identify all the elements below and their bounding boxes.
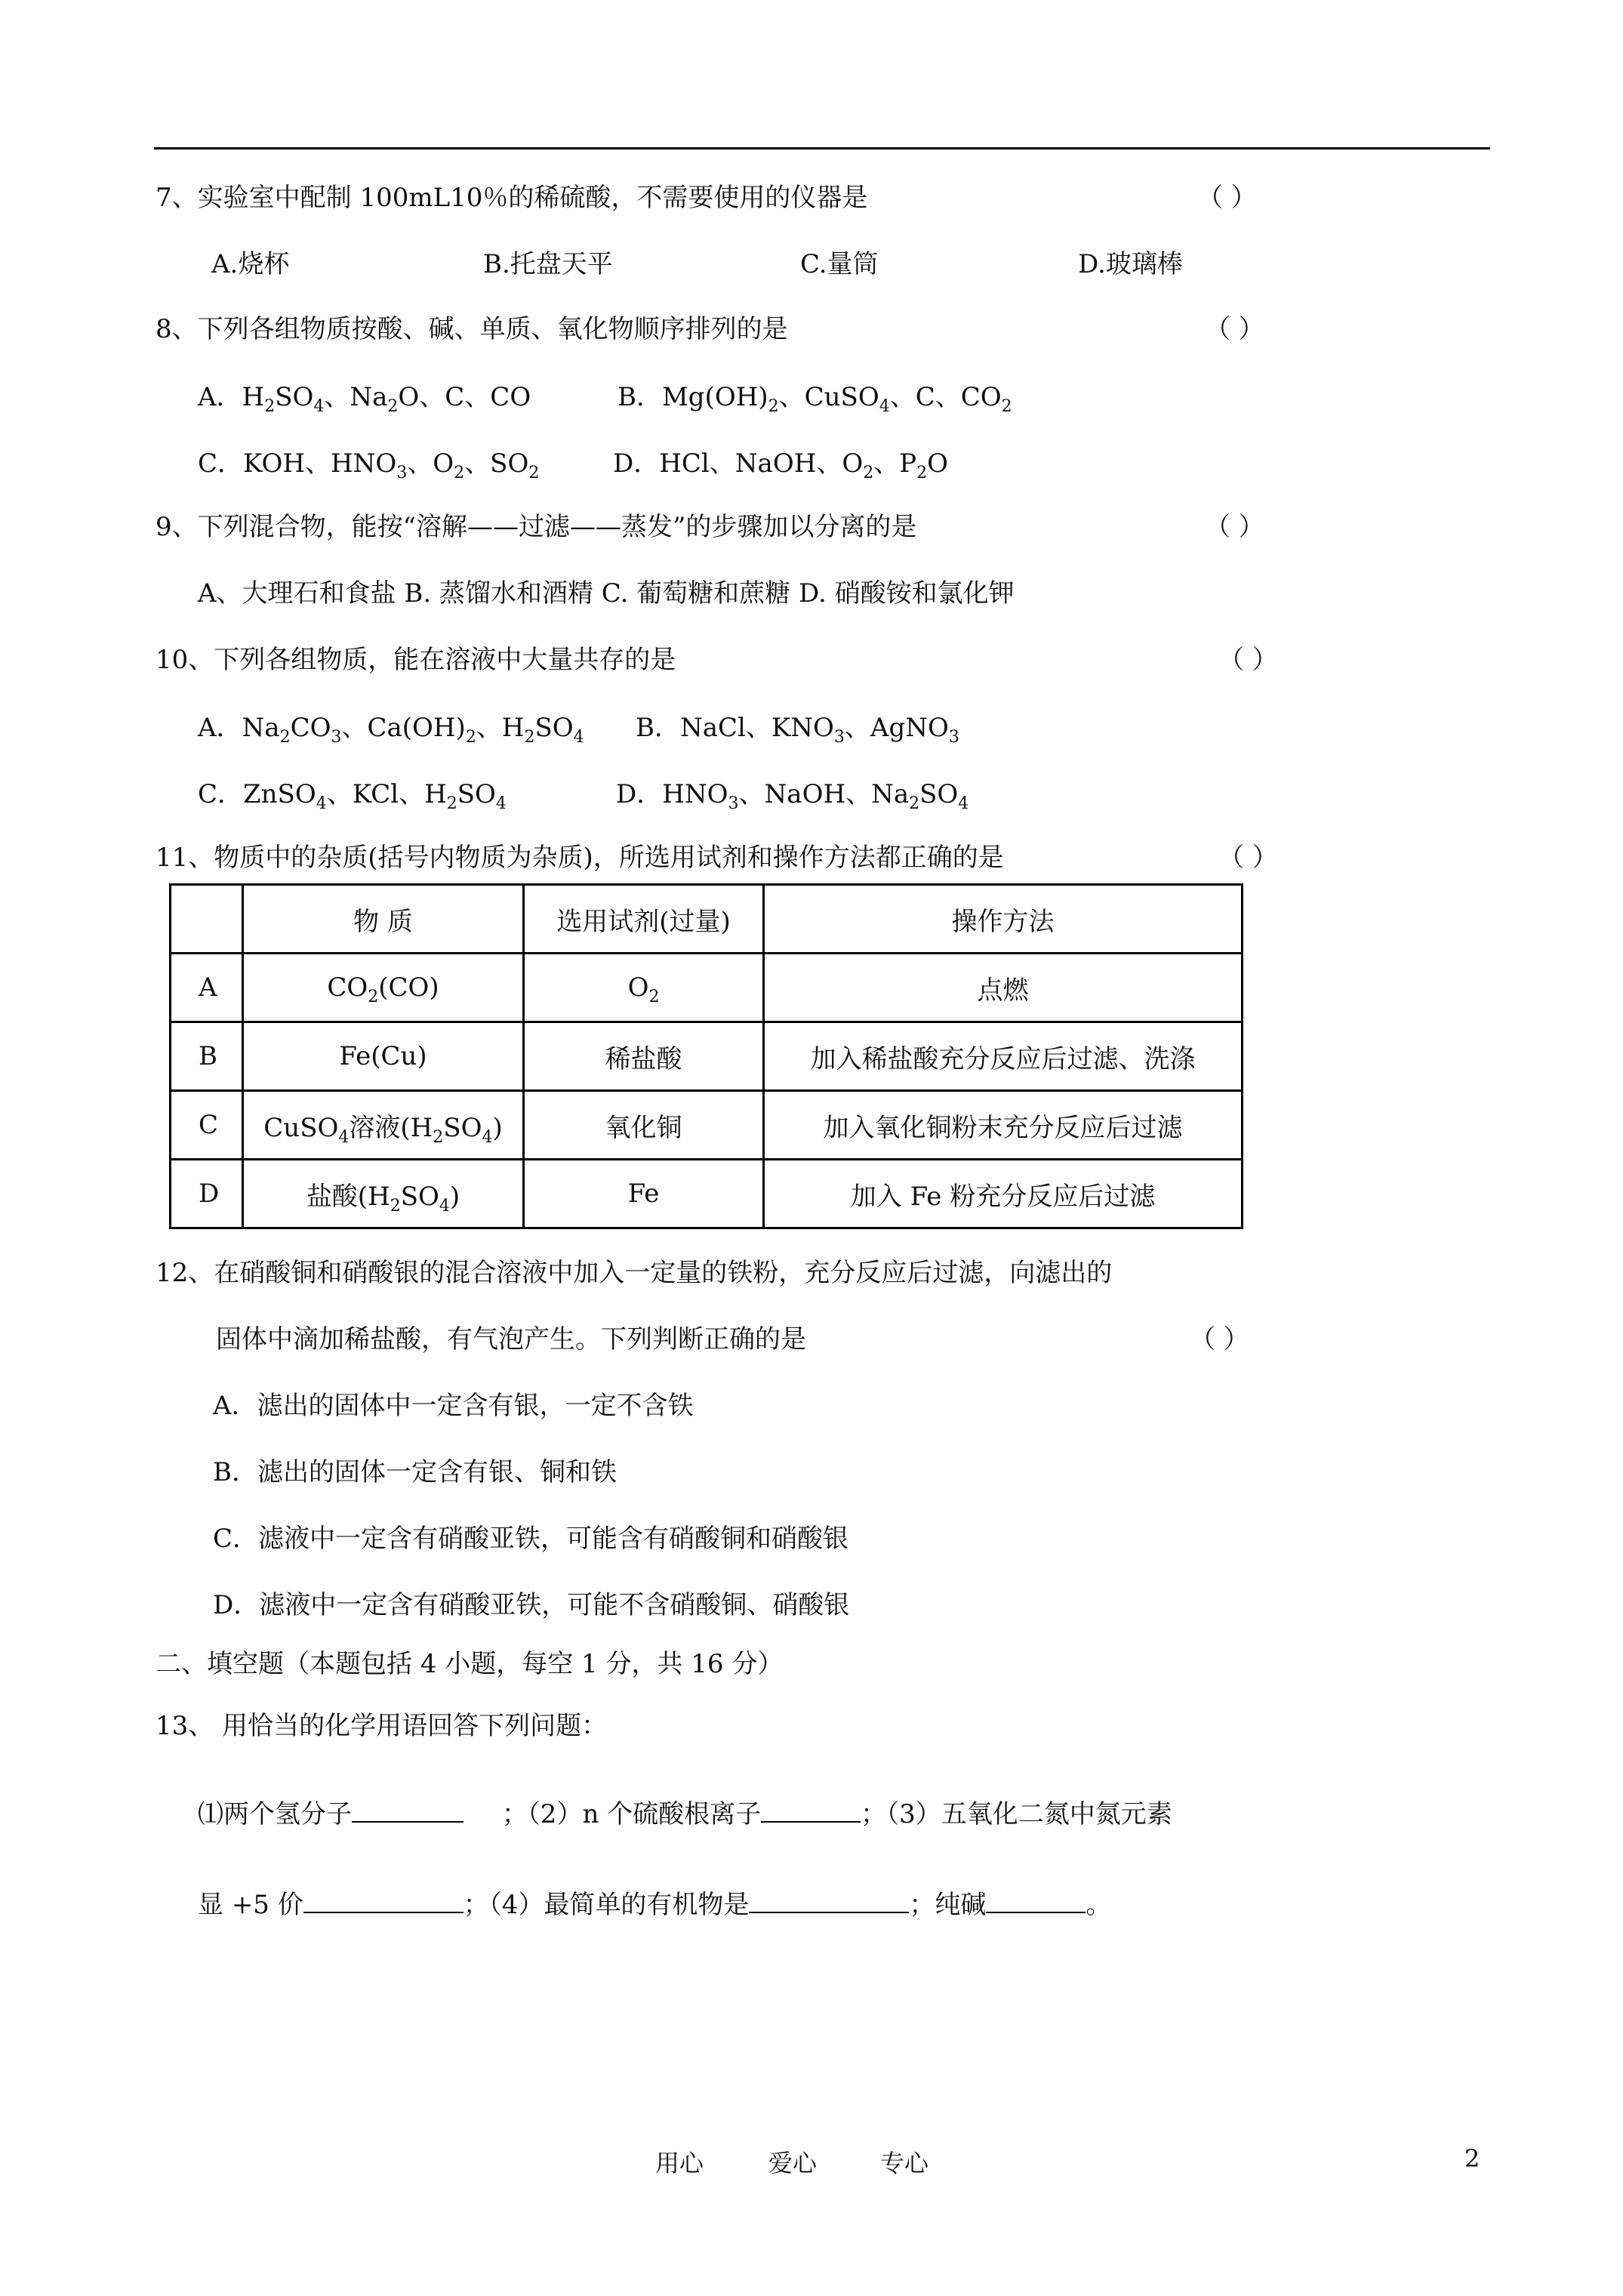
table-header-row: [171, 885, 1243, 954]
q8-option-a: A．$H_2SO_4$、$Na_2O$、C、CO: [198, 382, 531, 416]
answer-blank[interactable]: [761, 1797, 861, 1823]
q13-line2: 显 +5 价 ；（4）最简单的有机物是 ；纯碱 。: [198, 1888, 1111, 1922]
q13-line1: ⑴两个氢分子 ；（2）n 个硫酸根离子 ；（3）五氧化二氮中氮元素: [198, 1797, 1172, 1831]
q8-answer-paren: （ ）: [1205, 314, 1264, 344]
q10-option-d: D．$HNO_3$、NaOH、$Na_2SO_4$: [616, 779, 969, 813]
answer-blank[interactable]: [352, 1797, 463, 1823]
table-row: [171, 1091, 1243, 1160]
q7-answer-paren: （ ）: [1197, 183, 1257, 213]
header-rule: [154, 147, 1490, 149]
header-cell-method: 操作方法: [764, 885, 1243, 954]
q7-option-c: C.量筒: [800, 249, 879, 279]
q7-option-d: D.玻璃棒: [1078, 249, 1183, 279]
q11-table: [169, 883, 1243, 1229]
row-substance: Fe(Cu): [243, 1022, 524, 1091]
q9-options: A、大理石和食盐 B. 蒸馏水和酒精 C. 葡萄糖和蔗糖 D. 硝酸铵和氯化钾: [198, 578, 1015, 609]
q12-option-d: D．滤液中一定含有硝酸亚铁，可能不含硝酸铜、硝酸银: [213, 1590, 850, 1620]
q7-option-b: B.托盘天平: [483, 249, 613, 279]
q12-stem-line2: 固体中滴加稀盐酸，有气泡产生。下列判断正确的是: [216, 1324, 806, 1354]
section-heading-fill-in: 二、填空题（本题包括 4 小题，每空 1 分，共 16 分）: [156, 1649, 784, 1679]
row-method: 点燃: [764, 954, 1243, 1022]
row-reagent: 氧化铜: [524, 1091, 764, 1160]
row-label: D: [171, 1160, 243, 1228]
row-substance: $CO_2(CO)$: [243, 954, 524, 1022]
page-number: 2: [1464, 2144, 1480, 2173]
row-label: A: [171, 954, 243, 1022]
footer-text-left: 用心: [655, 2149, 704, 2177]
header-cell-substance: 物 质: [243, 885, 524, 954]
header-cell-label: [171, 885, 243, 954]
q10-option-a: A．$Na_2CO_3$、$Ca(OH)_2$、$H_2SO_4$: [198, 713, 584, 747]
row-reagent: $O_2$: [524, 954, 764, 1022]
row-method: 加入氧化铜粉末充分反应后过滤: [764, 1091, 1243, 1160]
q12-option-c: C．滤液中一定含有硝酸亚铁，可能含有硝酸铜和硝酸银: [213, 1524, 849, 1554]
answer-blank[interactable]: [986, 1888, 1086, 1913]
q13-stem: 13、 用恰当的化学用语回答下列问题：: [156, 1711, 608, 1741]
row-method: 加入 Fe 粉充分反应后过滤: [764, 1160, 1243, 1228]
answer-blank[interactable]: [303, 1888, 463, 1913]
footer-text-mid: 爱心: [768, 2149, 818, 2177]
row-substance: CuSO$_4$溶液$(H_2SO_4)$: [243, 1091, 524, 1160]
row-method: 加入稀盐酸充分反应后过滤、洗涤: [764, 1022, 1243, 1091]
q11-answer-paren: （ ）: [1218, 843, 1278, 873]
q12-stem-line1: 12、在硝酸铜和硝酸银的混合溶液中加入一定量的铁粉，充分反应后过滤，向滤出的: [156, 1258, 1113, 1288]
q8-option-d: D．HCl、NaOH、$O_2$、$P_2O$: [613, 448, 948, 482]
row-substance: 盐酸$(H_2SO_4)$: [243, 1160, 524, 1228]
q11-stem: 11、物质中的杂质(括号内物质为杂质)，所选用试剂和操作方法都正确的是: [156, 843, 1004, 873]
q9-stem: 9、下列混合物，能按“溶解——过滤——蒸发”的步骤加以分离的是: [156, 512, 917, 542]
q10-option-b: B．NaCl、$KNO_3$、AgNO$_3$: [636, 713, 959, 747]
q8-stem: 8、下列各组物质按酸、碱、单质、氧化物顺序排列的是: [156, 314, 788, 344]
q8-option-b: B．$Mg(OH)_2$、CuSO$_4$、C、$CO_2$: [617, 382, 1012, 416]
q7-option-a: A.烧杯: [211, 249, 290, 279]
row-label: C: [171, 1091, 243, 1160]
table-row: [171, 1160, 1243, 1228]
q10-option-c: C．ZnSO$_4$、KCl、$H_2SO_4$: [198, 779, 507, 813]
q12-option-b: B．滤出的固体一定含有银、铜和铁: [213, 1457, 617, 1487]
table-row: [171, 954, 1243, 1022]
row-reagent: 稀盐酸: [524, 1022, 764, 1091]
q10-answer-paren: （ ）: [1218, 645, 1278, 675]
row-reagent: Fe: [524, 1160, 764, 1228]
q8-option-c: C．KOH、$HNO_3$、$O_2$、$SO_2$: [198, 448, 540, 482]
q12-answer-paren: （ ）: [1190, 1324, 1249, 1354]
header-cell-reagent: 选用试剂(过量): [524, 885, 764, 954]
q9-answer-paren: （ ）: [1205, 512, 1264, 542]
q10-stem: 10、下列各组物质，能在溶液中大量共存的是: [156, 645, 676, 675]
footer-text-right: 专心: [880, 2149, 929, 2177]
table-row: [171, 1022, 1243, 1091]
q12-option-a: A．滤出的固体中一定含有银，一定不含铁: [213, 1391, 694, 1421]
row-label: B: [171, 1022, 243, 1091]
q7-stem: 7、实验室中配制 100mL10％的稀硫酸，不需要使用的仪器是: [156, 183, 868, 213]
answer-blank[interactable]: [749, 1888, 909, 1913]
